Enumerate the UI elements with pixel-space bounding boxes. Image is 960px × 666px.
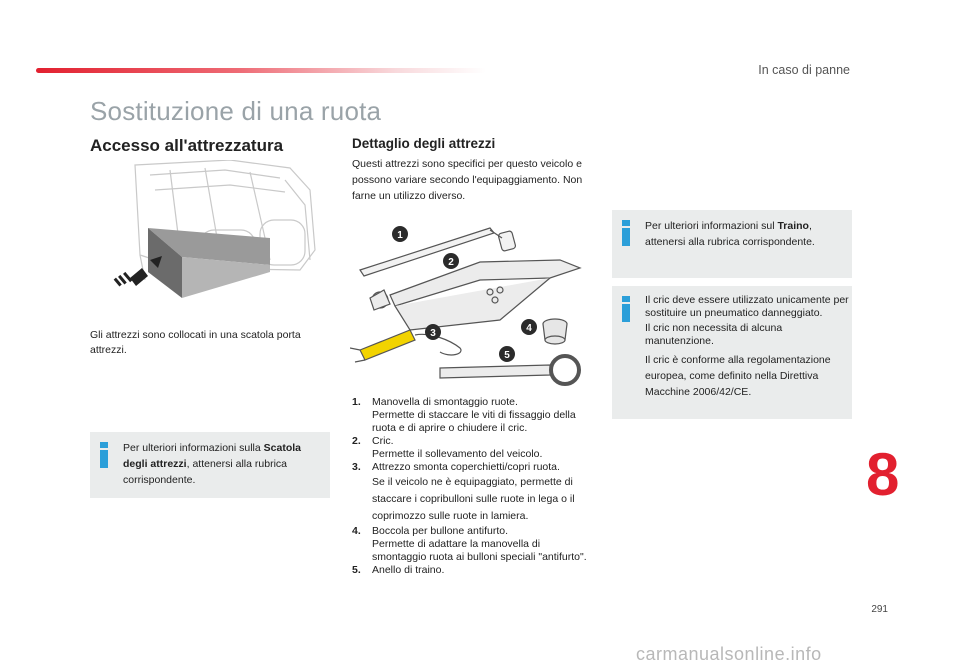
- info-icon: [622, 296, 630, 322]
- callout-3-label: 3: [430, 328, 436, 339]
- info-box-towing: [612, 210, 852, 278]
- callout-1: [392, 226, 408, 242]
- list-item: 3. Attrezzo smonta coperchietti/copri ruota. Se il veicolo ne è equipaggiato, permette di staccare i copribulloni sulle ruote in lega o il coprimozzo sulle ruote in lamiera.: [352, 461, 575, 522]
- list-item: 5. Anello di traino.: [352, 564, 445, 576]
- callout-4: [521, 319, 537, 335]
- seat-toolbox-illustration: [110, 160, 335, 310]
- jack-usage-note: Il cric deve essere utilizzato unicamente per sostituire un pneumatico danneggiato.: [645, 294, 849, 319]
- info-towing-link-text: Traino: [777, 220, 809, 232]
- info-toolbox-link-text: Scatola degli attrezzi: [123, 442, 301, 470]
- info-icon: [622, 220, 630, 246]
- trim-removal-tool-drawing: [350, 330, 461, 362]
- info-towing-text: Per ulteriori informazioni sul Traino, attenersi alla rubrica corrispondente.: [645, 220, 815, 248]
- jack-maintenance-note: Il cric non necessita di alcuna manutenzione.: [645, 322, 783, 347]
- watermark: carmanualsonline.info: [636, 644, 822, 664]
- info-box-jack: [612, 286, 852, 419]
- antitheft-socket-drawing: [543, 319, 567, 344]
- tools-illustration: [350, 220, 595, 390]
- heading-tool-access: Accesso all'attrezzatura: [90, 136, 284, 155]
- info-box-toolbox: [90, 432, 330, 498]
- list-item: 2. Cric. Permette il sollevamento del veicolo.: [352, 435, 543, 460]
- heading-tool-detail: Dettaglio degli attrezzi: [352, 136, 496, 151]
- callout-4-label: 4: [526, 323, 532, 334]
- callout-5-label: 5: [504, 350, 510, 361]
- list-item: 4. Boccola per bullone antifurto. Permette di adattare la manovella di smontaggio ruota ai bulloni speciali "antifurto".: [352, 525, 587, 563]
- tools-intro-text: Questi attrezzi sono specifici per questo veicolo e possono variare secondo l'equipaggiamento. Non farne un utilizzo diverso.: [352, 158, 583, 202]
- callout-1-label: 1: [397, 230, 403, 241]
- callout-5: [499, 346, 515, 362]
- toolbox-caption: Gli attrezzi sono collocati in una scatola porta attrezzi.: [90, 329, 301, 356]
- info-icon: [100, 442, 108, 468]
- toolbox-shape: [148, 228, 270, 298]
- tool-list: [352, 396, 597, 577]
- callout-2-label: 2: [448, 257, 454, 268]
- callout-3: [425, 324, 441, 340]
- section-name: In caso di panne: [758, 63, 850, 77]
- chapter-number: 8: [866, 441, 900, 508]
- page-title: Sostituzione di una ruota: [90, 96, 382, 126]
- list-item: 1. Manovella di smontaggio ruote. Permette di staccare le viti di fissaggio della ruota e di aprire o chiudere il cric.: [352, 396, 576, 434]
- info-jack-text: [645, 294, 850, 402]
- header-accent-bar: [36, 68, 486, 73]
- info-toolbox-text: Per ulteriori informazioni sulla Scatola degli attrezzi, attenersi alla rubrica corrispondente.: [123, 442, 301, 486]
- page-number: 291: [871, 604, 888, 615]
- jack-regulation-note: Il cric è conforme alla regolamentazione europea, come definito nella Direttiva Macchine 2006/42/CE.: [645, 354, 831, 398]
- callout-2: [443, 253, 459, 269]
